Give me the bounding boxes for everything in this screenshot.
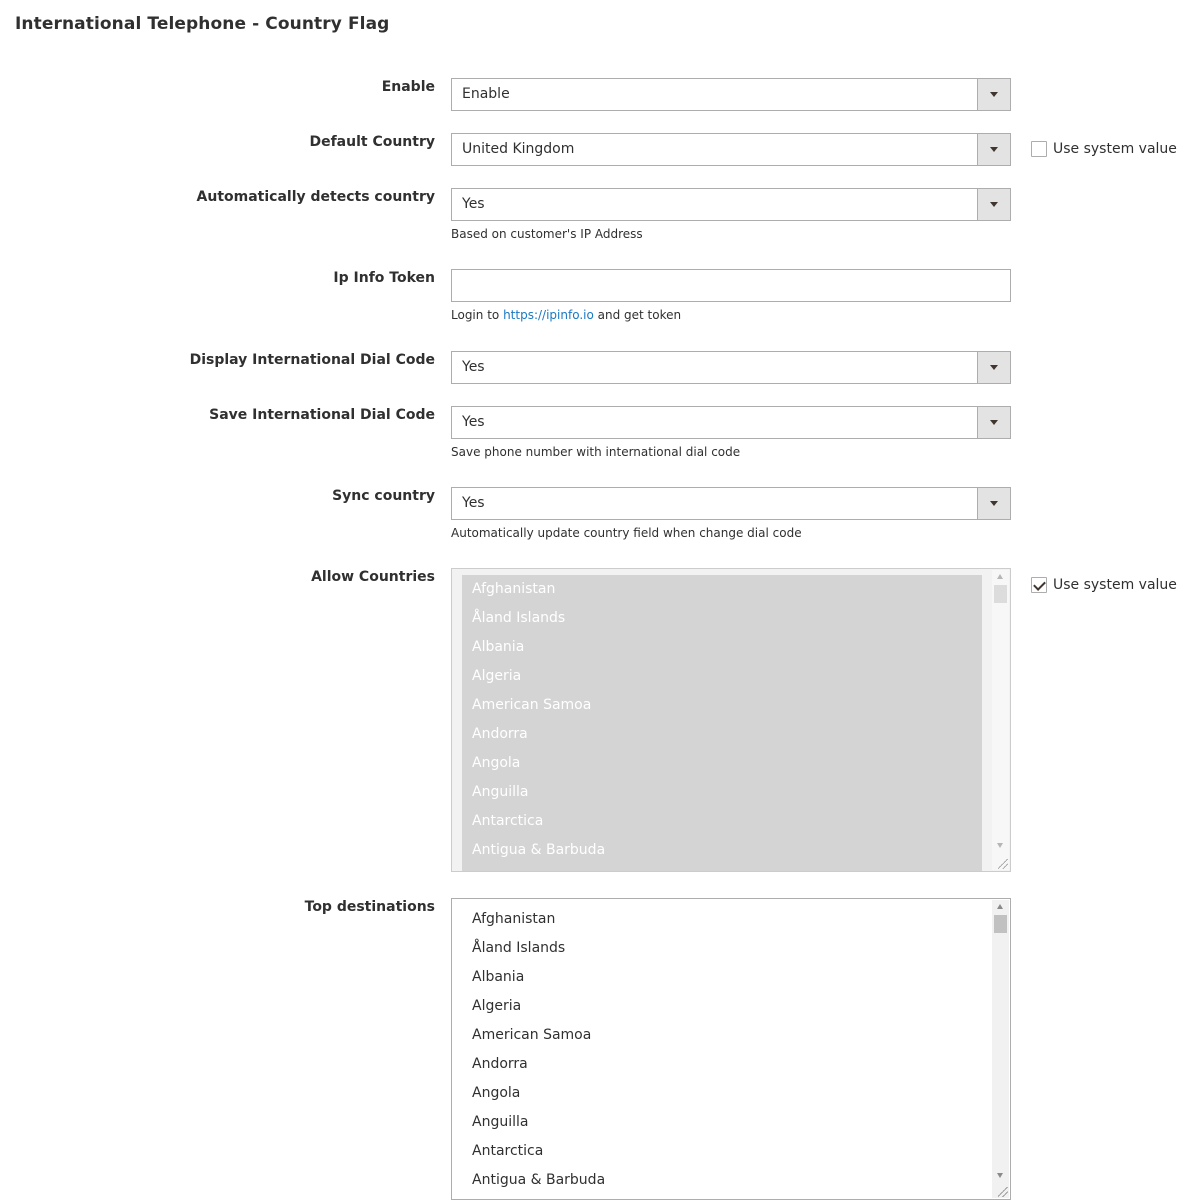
enable-select-toggle[interactable] <box>977 79 1010 110</box>
list-item[interactable]: Albania <box>472 969 525 985</box>
ipinfo-link[interactable]: https://ipinfo.io <box>503 308 594 322</box>
list-item[interactable]: Afghanistan <box>472 911 556 927</box>
scroll-up-arrow-icon[interactable] <box>997 574 1003 579</box>
auto-detect-note: Based on customer's IP Address <box>451 227 643 241</box>
save-dial-code-value: Yes <box>462 414 485 430</box>
default-country-value: United Kingdom <box>462 141 575 157</box>
auto-detect-select[interactable] <box>451 188 1011 221</box>
default-country-use-system[interactable] <box>1031 141 1177 157</box>
chevron-down-icon <box>990 92 998 97</box>
list-item[interactable]: Anguilla <box>472 1114 529 1130</box>
ip-token-label: Ip Info Token <box>333 270 435 286</box>
chevron-down-icon <box>990 202 998 207</box>
list-item: Angola <box>472 755 521 771</box>
list-item[interactable]: Algeria <box>472 998 522 1014</box>
list-item: American Samoa <box>472 697 592 713</box>
list-item: Afghanistan <box>472 581 556 597</box>
list-item: Antigua & Barbuda <box>472 842 606 858</box>
sync-country-select[interactable] <box>451 487 1011 520</box>
enable-label: Enable <box>381 79 435 95</box>
sync-country-value: Yes <box>462 495 485 511</box>
default-country-label: Default Country <box>309 134 435 150</box>
ip-token-note <box>451 308 681 322</box>
auto-detect-toggle[interactable] <box>977 189 1010 220</box>
save-dial-code-note: Save phone number with international dial code <box>451 445 741 459</box>
resize-grip-icon[interactable] <box>998 859 1008 869</box>
list-item: Antarctica <box>472 813 544 829</box>
ip-token-input[interactable] <box>451 269 1011 302</box>
list-item[interactable]: Angola <box>472 1085 521 1101</box>
list-item: Albania <box>472 639 525 655</box>
allow-countries-scrollbar[interactable] <box>992 570 1009 870</box>
allow-countries-multiselect[interactable] <box>451 568 1011 872</box>
top-destinations-multiselect[interactable] <box>451 898 1011 1200</box>
list-item[interactable]: Antarctica <box>472 1143 544 1159</box>
use-system-label: Use system value <box>1053 141 1177 157</box>
top-destinations-scrollbar[interactable] <box>992 900 1009 1198</box>
save-dial-code-toggle[interactable] <box>977 407 1010 438</box>
allow-countries-label: Allow Countries <box>311 569 435 585</box>
chevron-down-icon <box>990 365 998 370</box>
enable-select[interactable] <box>451 78 1011 111</box>
ip-token-note-prefix: Login to <box>451 308 500 322</box>
list-item: Anguilla <box>472 784 529 800</box>
sync-country-toggle[interactable] <box>977 488 1010 519</box>
display-dial-code-label: Display International Dial Code <box>189 352 435 368</box>
list-item: Åland Islands <box>472 610 566 626</box>
use-system-label: Use system value <box>1053 577 1177 593</box>
use-system-checkbox-checked[interactable] <box>1031 577 1047 593</box>
sync-country-label: Sync country <box>332 488 435 504</box>
scrollbar-thumb[interactable] <box>994 585 1007 603</box>
scroll-down-arrow-icon[interactable] <box>997 843 1003 848</box>
display-dial-code-select[interactable] <box>451 351 1011 384</box>
sync-country-note: Automatically update country field when change dial code <box>451 526 802 540</box>
scroll-down-arrow-icon[interactable] <box>997 1173 1003 1178</box>
top-destinations-options <box>462 905 982 1199</box>
auto-detect-label: Automatically detects country <box>196 189 435 205</box>
list-item[interactable]: American Samoa <box>472 1027 592 1043</box>
list-item[interactable]: Antigua & Barbuda <box>472 1172 606 1188</box>
scroll-up-arrow-icon[interactable] <box>997 904 1003 909</box>
display-dial-code-value: Yes <box>462 359 485 375</box>
chevron-down-icon <box>990 420 998 425</box>
use-system-checkbox[interactable] <box>1031 141 1047 157</box>
save-dial-code-label: Save International Dial Code <box>209 407 435 423</box>
section-title: International Telephone - Country Flag <box>15 14 390 34</box>
auto-detect-value: Yes <box>462 196 485 212</box>
display-dial-code-toggle[interactable] <box>977 352 1010 383</box>
top-destinations-label: Top destinations <box>304 899 435 915</box>
chevron-down-icon <box>990 147 998 152</box>
default-country-toggle[interactable] <box>977 134 1010 165</box>
scrollbar-thumb[interactable] <box>994 915 1007 933</box>
allow-countries-options <box>462 575 982 871</box>
list-item[interactable]: Andorra <box>472 1056 528 1072</box>
default-country-select[interactable] <box>451 133 1011 166</box>
ip-token-note-suffix: and get token <box>597 308 682 322</box>
enable-select-value: Enable <box>462 86 510 102</box>
list-item: Andorra <box>472 726 528 742</box>
list-item[interactable]: Åland Islands <box>472 940 566 956</box>
allow-countries-use-system[interactable] <box>1031 577 1177 593</box>
save-dial-code-select[interactable] <box>451 406 1011 439</box>
list-item: Algeria <box>472 668 522 684</box>
chevron-down-icon <box>990 501 998 506</box>
resize-grip-icon[interactable] <box>998 1187 1008 1197</box>
